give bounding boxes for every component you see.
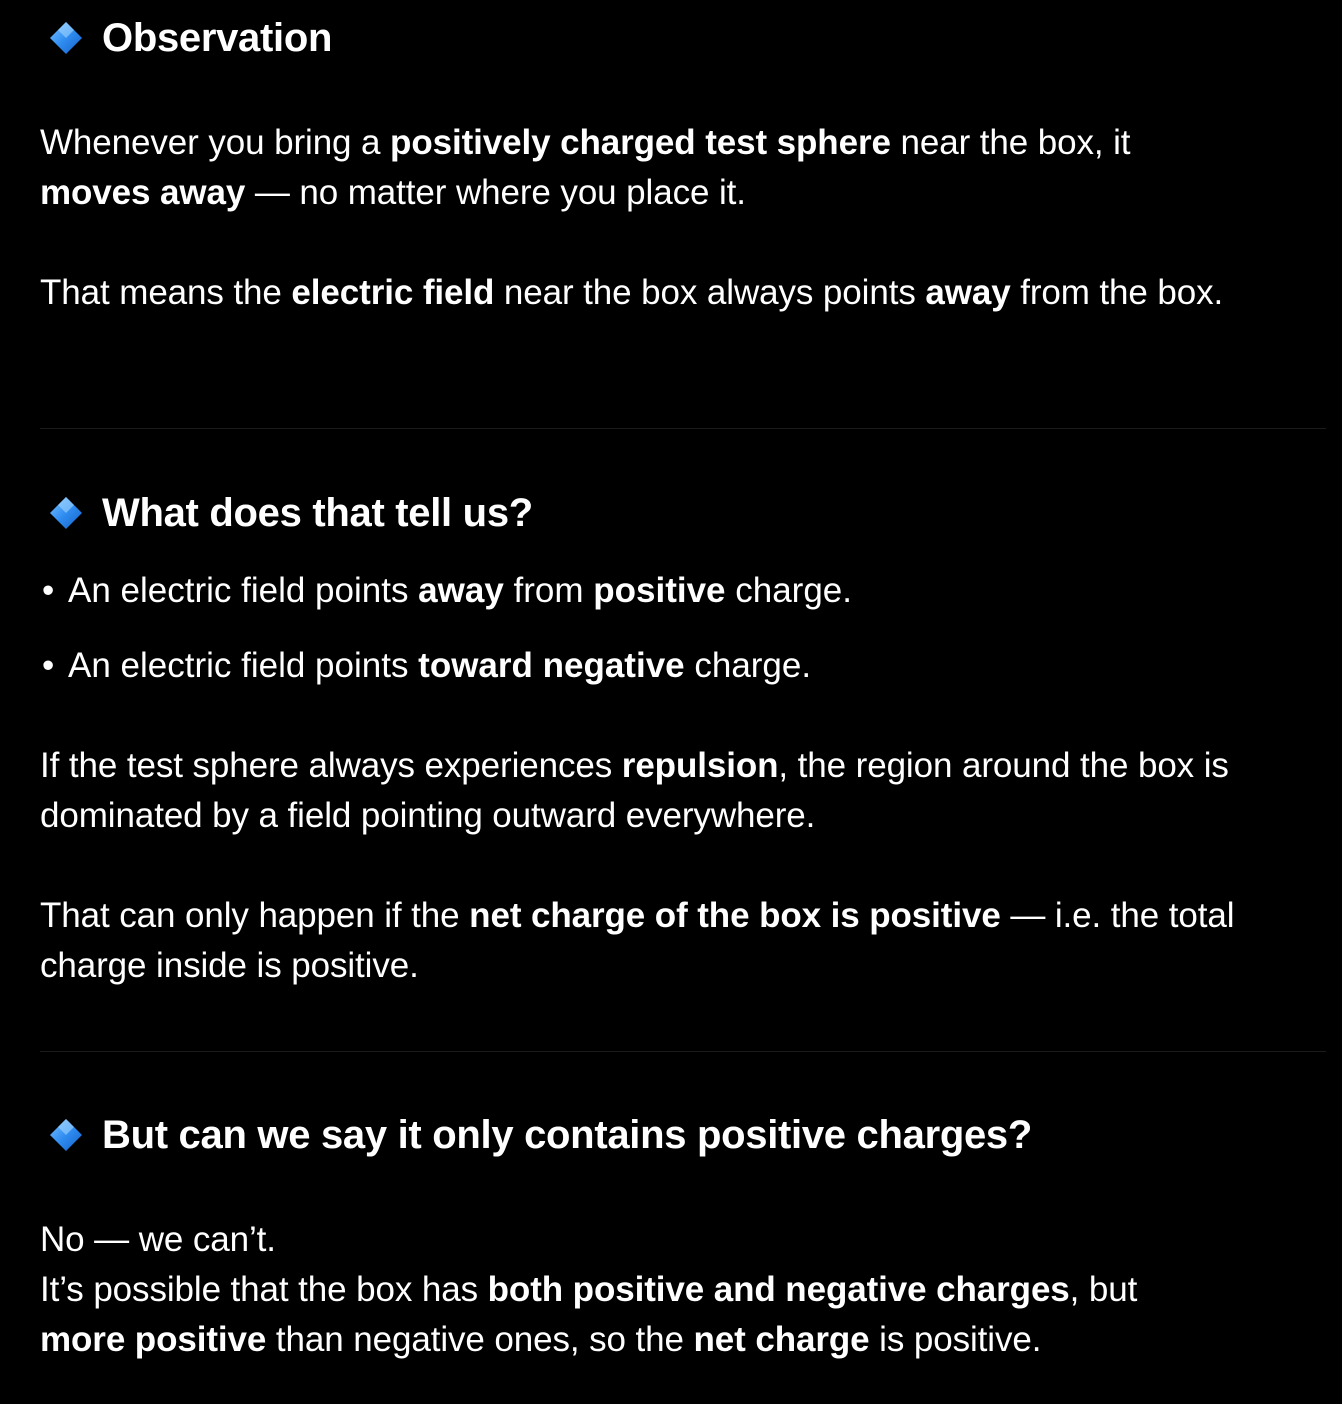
bold-run: toward negative	[418, 646, 685, 685]
text-run: near the box always points	[494, 273, 926, 312]
observation-paragraph-2	[40, 268, 1326, 318]
text-run: An electric field points	[68, 646, 419, 685]
small-blue-diamond-icon	[46, 18, 86, 58]
bullet-text	[68, 641, 811, 691]
list-item	[40, 641, 1326, 691]
text-run: than negative ones, so the	[266, 1320, 694, 1359]
bold-run: away	[925, 273, 1011, 312]
bold-run: electric field	[291, 273, 495, 312]
bullet-icon: •	[42, 571, 55, 610]
bold-run: positive	[593, 571, 726, 610]
text-run: — i.e. the total charge inside is positive.	[40, 896, 1235, 985]
section-divider	[40, 428, 1326, 429]
text-run: charge.	[725, 571, 852, 610]
observation-heading	[40, 14, 1326, 62]
text-run: charge.	[684, 646, 812, 685]
bold-run: repulsion	[621, 746, 779, 785]
text-run: , but	[1069, 1270, 1138, 1309]
text-run: If the test sphere always experiences	[40, 746, 622, 785]
text-run: That can only happen if the	[40, 896, 470, 935]
tell-us-section	[40, 489, 1326, 537]
bold-run: net charge	[693, 1320, 870, 1359]
only-positive-heading-text: But can we say it only contains positive charges?	[102, 1113, 1033, 1157]
bold-run: net charge of the box is positive	[469, 896, 1001, 935]
observation-heading-text: Observation	[102, 16, 333, 60]
section-divider	[40, 1051, 1326, 1052]
text-run: , the region around the box is dominated by a field pointing outward everywhere.	[40, 746, 1229, 835]
observation-section	[40, 14, 1326, 62]
bullet-text	[68, 566, 852, 616]
only-positive-answer	[40, 1215, 1326, 1265]
bold-run: both positive and negative charges	[487, 1270, 1070, 1309]
bold-run: moves away	[40, 173, 246, 212]
text-run: That means the	[40, 273, 292, 312]
bold-run: positively charged test sphere	[390, 123, 891, 162]
only-positive-heading	[40, 1111, 1326, 1159]
text-run: No — we can’t.	[40, 1220, 276, 1259]
text-run: An electric field points	[68, 571, 419, 610]
tell-us-heading	[40, 489, 1326, 537]
text-run: Whenever you bring a	[40, 123, 391, 162]
only-positive-section	[40, 1111, 1326, 1159]
text-run: — no matter where you place it.	[245, 173, 746, 212]
text-run: from the box.	[1010, 273, 1224, 312]
bullet-icon: •	[42, 646, 55, 685]
text-run: is positive.	[869, 1320, 1042, 1359]
tell-us-heading-text: What does that tell us?	[102, 491, 533, 535]
bold-run: more positive	[40, 1320, 267, 1359]
tell-us-paragraph-2	[40, 891, 1326, 991]
text-run: It’s possible that the box has	[40, 1270, 488, 1309]
tell-us-paragraph-1	[40, 741, 1326, 841]
small-blue-diamond-icon	[46, 1115, 86, 1155]
small-blue-diamond-icon	[46, 493, 86, 533]
text-run: from	[503, 571, 594, 610]
list-item	[40, 566, 1326, 616]
text-run: near the box, it	[890, 123, 1131, 162]
observation-paragraph-1	[40, 118, 1326, 218]
only-positive-paragraph-1	[40, 1265, 1326, 1365]
bold-run: away	[418, 571, 504, 610]
